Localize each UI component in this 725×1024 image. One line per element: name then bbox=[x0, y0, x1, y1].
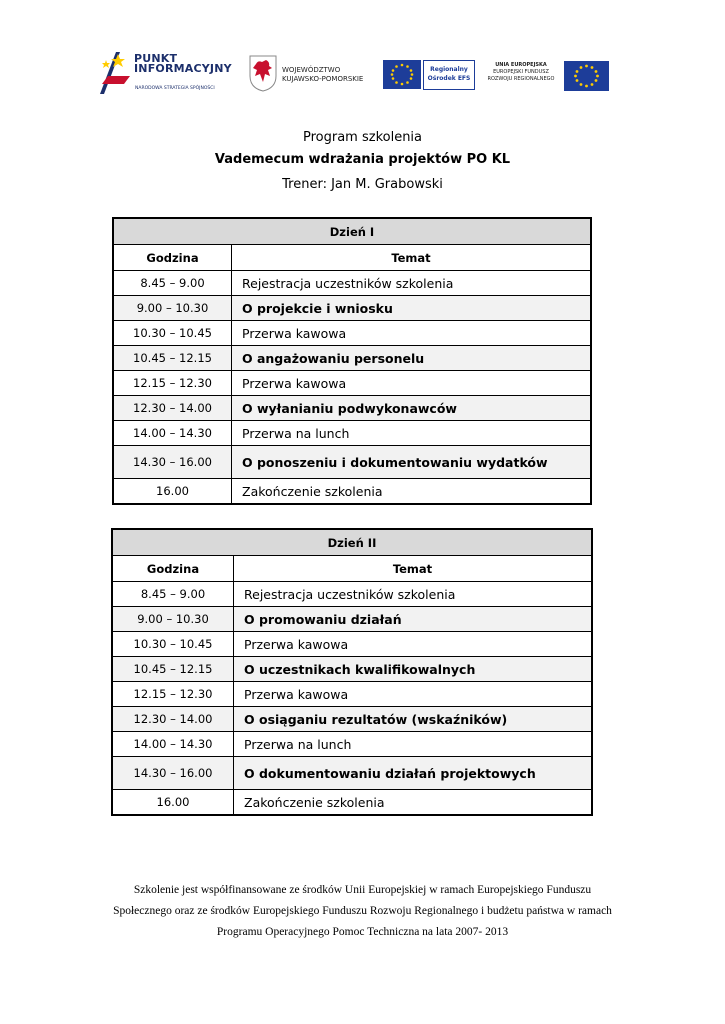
time-cell: 14.00 – 14.30 bbox=[113, 421, 232, 446]
day-heading: Dzień II bbox=[112, 529, 592, 556]
table-row bbox=[112, 657, 592, 682]
topic-cell: Przerwa kawowa bbox=[232, 371, 592, 396]
table-row bbox=[113, 271, 591, 296]
time-cell: 8.45 – 9.00 bbox=[112, 582, 234, 607]
topic-cell: Rejestracja uczestników szkolenia bbox=[234, 582, 593, 607]
topic-cell: Przerwa kawowa bbox=[234, 632, 593, 657]
woj-line1: WOJEWÓDZTWO bbox=[282, 66, 341, 74]
table-row bbox=[113, 371, 591, 396]
time-cell: 8.45 – 9.00 bbox=[113, 271, 232, 296]
topic-cell: Zakończenie szkolenia bbox=[234, 790, 593, 816]
punkt-line2: INFORMACYJNY bbox=[134, 62, 232, 75]
day-heading: Dzień I bbox=[113, 218, 591, 245]
topic-cell: O angażowaniu personelu bbox=[232, 346, 592, 371]
topic-cell: Przerwa kawowa bbox=[232, 321, 592, 346]
column-header-topic: Temat bbox=[232, 245, 592, 271]
efs-label-box bbox=[423, 60, 475, 90]
time-cell: 14.30 – 16.00 bbox=[113, 446, 232, 479]
logo-bar bbox=[0, 48, 725, 100]
ue-line1: UNIA EUROPEJSKA bbox=[495, 62, 547, 68]
table-row bbox=[112, 732, 592, 757]
topic-cell: Przerwa na lunch bbox=[234, 732, 593, 757]
table-row bbox=[113, 296, 591, 321]
table-row bbox=[112, 707, 592, 732]
efs-line2: Ośrodek EFS bbox=[427, 75, 471, 82]
topic-cell: O projekcie i wniosku bbox=[232, 296, 592, 321]
column-header-topic: Temat bbox=[234, 556, 593, 582]
ue-logo bbox=[481, 60, 611, 92]
topic-cell: Zakończenie szkolenia bbox=[232, 479, 592, 505]
time-cell: 12.30 – 14.00 bbox=[112, 707, 234, 732]
footer-line2: Społecznego oraz ze środków Europejskiego Funduszu Rozwoju Regionalnego i budżetu państwa w ramach bbox=[113, 905, 612, 917]
time-cell: 10.30 – 10.45 bbox=[112, 632, 234, 657]
efs-logo bbox=[383, 59, 475, 91]
time-cell: 9.00 – 10.30 bbox=[112, 607, 234, 632]
time-cell: 12.30 – 14.00 bbox=[113, 396, 232, 421]
table-row bbox=[112, 682, 592, 707]
punkt-informacyjny-logo bbox=[98, 50, 248, 98]
table-row bbox=[113, 321, 591, 346]
ue-text bbox=[481, 62, 561, 83]
table-row bbox=[113, 346, 591, 371]
schedule-table-day-1 bbox=[112, 217, 592, 505]
time-cell: 10.30 – 10.45 bbox=[113, 321, 232, 346]
column-header-time: Godzina bbox=[112, 556, 234, 582]
topic-cell: O dokumentowaniu działań projektowych bbox=[234, 757, 593, 790]
cofinancing-footer bbox=[60, 880, 665, 943]
table-row bbox=[113, 421, 591, 446]
training-title: Vademecum wdrażania projektów PO KL bbox=[214, 152, 511, 167]
topic-cell: Rejestracja uczestników szkolenia bbox=[232, 271, 592, 296]
time-cell: 16.00 bbox=[112, 790, 234, 816]
footer-line3: Programu Operacyjnego Pomoc Techniczna na lata 2007- 2013 bbox=[216, 926, 509, 938]
woj-line2: KUJAWSKO-POMORSKIE bbox=[282, 75, 364, 83]
topic-cell: O osiąganiu rezultatów (wskaźników) bbox=[234, 707, 593, 732]
time-cell: 9.00 – 10.30 bbox=[113, 296, 232, 321]
time-cell: 14.30 – 16.00 bbox=[112, 757, 234, 790]
topic-cell: O wyłanianiu podwykonawców bbox=[232, 396, 592, 421]
wojewodztwo-text bbox=[282, 66, 363, 84]
topic-cell: O promowaniu działań bbox=[234, 607, 593, 632]
punkt-line1: PUNKT bbox=[134, 52, 178, 65]
nss-star-icon bbox=[98, 50, 132, 96]
table-row bbox=[112, 790, 592, 816]
table-row bbox=[112, 757, 592, 790]
schedule-table-day-2 bbox=[111, 528, 593, 816]
time-cell: 10.45 – 12.15 bbox=[113, 346, 232, 371]
time-cell: 14.00 – 14.30 bbox=[112, 732, 234, 757]
punkt-subtitle: NARODOWA STRATEGIA SPÓJNOŚCI bbox=[135, 86, 215, 91]
table-row bbox=[113, 479, 591, 505]
program-label: Program szkolenia bbox=[302, 130, 423, 145]
topic-cell: Przerwa na lunch bbox=[232, 421, 592, 446]
eu-flag-icon bbox=[564, 61, 609, 91]
time-cell: 12.15 – 12.30 bbox=[112, 682, 234, 707]
coat-of-arms-icon bbox=[248, 54, 278, 92]
trainer-line: Trener: Jan M. Grabowski bbox=[282, 177, 443, 192]
table-row bbox=[112, 607, 592, 632]
ue-line3: ROZWOJU REGIONALNEGO bbox=[487, 76, 555, 82]
column-header-time: Godzina bbox=[113, 245, 232, 271]
punkt-title bbox=[134, 54, 232, 74]
time-cell: 16.00 bbox=[113, 479, 232, 505]
table-row bbox=[113, 446, 591, 479]
topic-cell: O uczestnikach kwalifikowalnych bbox=[234, 657, 593, 682]
efs-line1: Regionalny bbox=[430, 66, 468, 73]
table-row bbox=[112, 582, 592, 607]
topic-cell: Przerwa kawowa bbox=[234, 682, 593, 707]
ue-line2: EUROPEJSKI FUNDUSZ bbox=[493, 69, 549, 75]
topic-cell: O ponoszeniu i dokumentowaniu wydatków bbox=[232, 446, 592, 479]
efs-text bbox=[426, 65, 472, 83]
footer-line1: Szkolenie jest współfinansowane ze środków Unii Europejskiej w ramach Europejskiego Funduszu bbox=[133, 884, 592, 896]
table-row bbox=[112, 632, 592, 657]
time-cell: 10.45 – 12.15 bbox=[112, 657, 234, 682]
wojewodztwo-logo bbox=[248, 54, 378, 96]
eu-flag-icon bbox=[383, 60, 421, 89]
time-cell: 12.15 – 12.30 bbox=[113, 371, 232, 396]
table-row bbox=[113, 396, 591, 421]
